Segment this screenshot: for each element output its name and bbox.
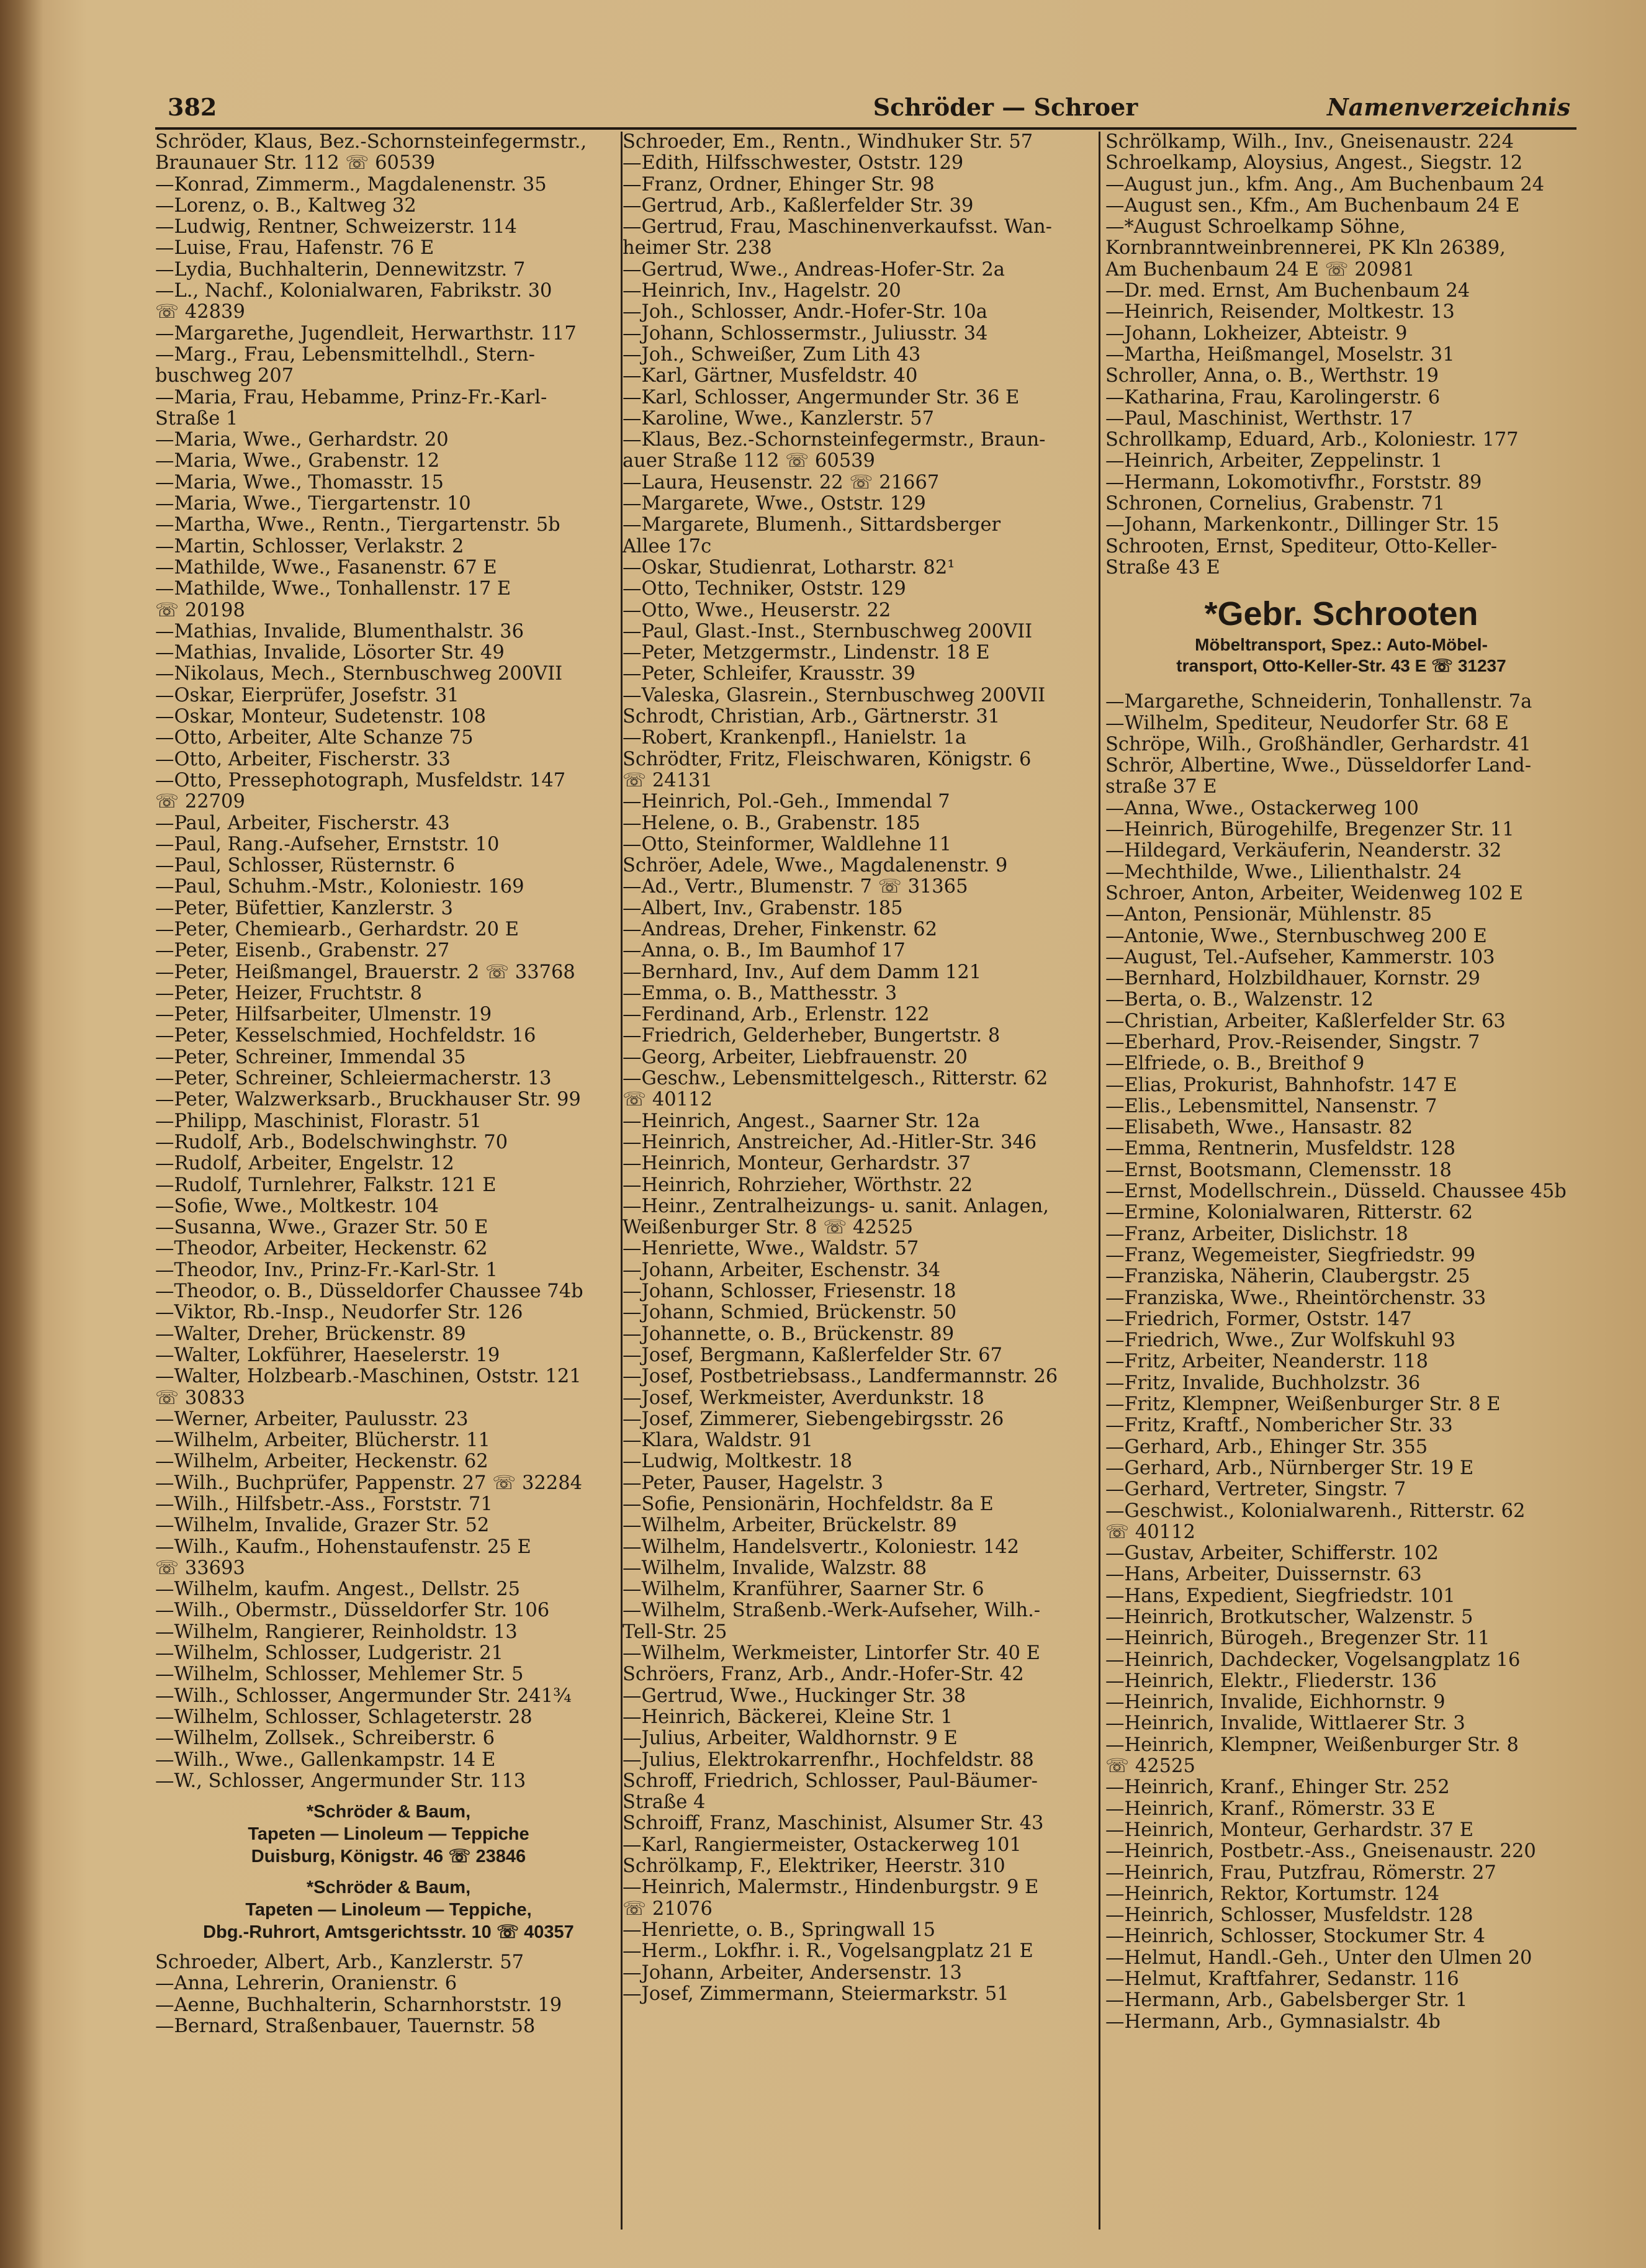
directory-entry-line: —Rudolf, Arbeiter, Engelstr. 12 xyxy=(155,1153,454,1175)
directory-entry-line: —Konrad, Zimmerm., Magdalenenstr. 35 xyxy=(155,174,547,196)
directory-entry-line: —Paul, Rang.-Aufseher, Ernststr. 10 xyxy=(155,834,500,855)
directory-entry-line: Schrör, Albertine, Wwe., Düsseldorfer Land- xyxy=(1105,755,1531,777)
directory-entry-line: —Johann, Arbeiter, Eschenstr. 34 xyxy=(623,1259,941,1281)
directory-entry-line: —Bernard, Straßenbauer, Tauernstr. 58 xyxy=(155,2016,536,2038)
ad-name: *Schröder & Baum, xyxy=(306,1878,471,1898)
directory-entry-line: —Friedrich, Gelderheber, Bungertstr. 8 xyxy=(623,1025,1001,1047)
directory-entry-line: Schröder, Klaus, Bez.-Schornsteinfegermstr., xyxy=(155,132,587,153)
directory-entry-line: —Helmut, Handl.-Geh., Unter den Ulmen 20 xyxy=(1105,1947,1532,1969)
directory-entry-line: Schroiff, Franz, Maschinist, Alsumer Str. 43 xyxy=(623,1813,1044,1835)
directory-entry-line: —Wilhelm, Straßenb.-Werk-Aufseher, Wilh.- xyxy=(623,1600,1041,1622)
directory-entry-line: —Heinrich, Rohrzieher, Wörthstr. 22 xyxy=(623,1174,973,1196)
directory-entry-line: —Josef, Zimmermann, Steiermarkstr. 51 xyxy=(623,1983,1009,2005)
directory-entry-line: —Peter, Eisenb., Grabenstr. 27 xyxy=(155,940,450,962)
directory-entry-line: —Otto, Wwe., Heuserstr. 22 xyxy=(623,600,891,621)
directory-entry-line: —Heinrich, Bürogeh., Bregenzer Str. 11 xyxy=(1105,1628,1490,1650)
directory-entry-line: Schroeder, Albert, Arb., Kanzlerstr. 57 xyxy=(155,1952,524,1974)
directory-entry-line: Schrölkamp, Wilh., Inv., Gneisenaustr. 224 xyxy=(1105,132,1514,153)
directory-entry-line: —Gertrud, Arb., Kaßlerfelder Str. 39 xyxy=(623,195,974,217)
directory-entry-line: —Fritz, Invalide, Buchholzstr. 36 xyxy=(1105,1372,1421,1394)
directory-entry-line: —Mathias, Invalide, Lösorter Str. 49 xyxy=(155,642,505,664)
directory-entry-line: Schroer, Anton, Arbeiter, Weidenweg 102 E xyxy=(1105,883,1523,904)
directory-entry-line: Braunauer Str. 112 ☏ 60539 xyxy=(155,153,436,174)
directory-entry-line: —Bernhard, Inv., Auf dem Damm 121 xyxy=(623,961,982,983)
ad-line1: Tapeten — Linoleum — Teppiche xyxy=(248,1824,529,1845)
directory-entry-line: —Heinrich, Malermstr., Hindenburgstr. 9 E xyxy=(623,1877,1039,1899)
directory-entry-line: —Heinrich, Schlosser, Stockumer Str. 4 xyxy=(1105,1926,1485,1948)
directory-entry-line: ☏ 42839 xyxy=(155,302,245,323)
directory-entry-line: —Paul, Schuhm.-Mstr., Koloniestr. 169 xyxy=(155,876,524,898)
directory-entry-line: —Margarethe, Jugendleit, Herwarthstr. 117 xyxy=(155,323,577,344)
column-3 xyxy=(1105,132,1577,2230)
directory-entry-line: —Heinrich, Frau, Putzfrau, Römerstr. 27 xyxy=(1105,1862,1496,1884)
directory-entry-line: —Fritz, Kraftf., Nombericher Str. 33 xyxy=(1105,1415,1453,1437)
section-title: Namenverzeichnis xyxy=(1326,93,1570,121)
directory-entry-line: —Heinr., Zentralheizungs- u. sanit. Anlagen, xyxy=(623,1195,1049,1217)
directory-entry-line: —Peter, Pauser, Hagelstr. 3 xyxy=(623,1472,883,1494)
directory-entry-line: —Friedrich, Former, Oststr. 147 xyxy=(1105,1308,1412,1330)
directory-entry-line: ☏ 20198 xyxy=(155,600,245,621)
directory-entry-line: —Gerhard, Arb., Nürnberger Str. 19 E xyxy=(1105,1457,1474,1479)
directory-entry-line: —August sen., Kfm., Am Buchenbaum 24 E xyxy=(1105,195,1520,217)
directory-entry-line: heimer Str. 238 xyxy=(623,238,772,259)
directory-entry-line: —Edith, Hilfsschwester, Oststr. 129 xyxy=(623,153,964,174)
directory-entry-line: —Martin, Schlosser, Verlakstr. 2 xyxy=(155,536,464,557)
directory-entry-line: —Peter, Kesselschmied, Hochfeldstr. 16 xyxy=(155,1025,536,1047)
directory-entry-line: —Maria, Wwe., Tiergartenstr. 10 xyxy=(155,493,471,515)
directory-entry-line: —Maria, Wwe., Grabenstr. 12 xyxy=(155,451,440,472)
directory-entry-line: —Martha, Heißmangel, Moselstr. 31 xyxy=(1105,344,1455,366)
page-header xyxy=(149,93,1576,130)
directory-entry-line: —Wilhelm, Arbeiter, Brückelstr. 89 xyxy=(623,1515,957,1537)
directory-entry-line: —Fritz, Klempner, Weißenburger Str. 8 E xyxy=(1105,1394,1501,1416)
directory-entry-line: —Antonie, Wwe., Sternbuschweg 200 E xyxy=(1105,925,1487,947)
directory-entry-line: —Oskar, Studienrat, Lotharstr. 82¹ xyxy=(623,557,955,578)
directory-entry-line: —Julius, Arbeiter, Waldhornstr. 9 E xyxy=(623,1728,958,1750)
directory-entry-line: Weißenburger Str. 8 ☏ 42525 xyxy=(623,1217,914,1239)
directory-entry-line: —Wilh., Hilfsbetr.-Ass., Forststr. 71 xyxy=(155,1494,493,1515)
directory-entry-line: —Wilhelm, Schlosser, Schlageterstr. 28 xyxy=(155,1706,533,1728)
directory-entry-line: —Heinrich, Arbeiter, Zeppelinstr. 1 xyxy=(1105,451,1443,472)
directory-entry-line: —Heinrich, Klempner, Weißenburger Str. 8 xyxy=(1105,1734,1519,1756)
directory-entry-line: Am Buchenbaum 24 E ☏ 20981 xyxy=(1105,259,1415,281)
directory-entry-line: —Wilhelm, Schlosser, Mehlemer Str. 5 xyxy=(155,1664,524,1686)
directory-entry-line: —Wilh., Schlosser, Angermunder Str. 241¾ xyxy=(155,1685,572,1707)
directory-entry-line: —Luise, Frau, Hafenstr. 76 E xyxy=(155,238,434,259)
directory-entry-line: —Franziska, Näherin, Claubergstr. 25 xyxy=(1105,1266,1470,1288)
directory-entry-line: ☏ 21076 xyxy=(623,1898,713,1920)
directory-entry-line: —Heinrich, Bürogehilfe, Bregenzer Str. 11 xyxy=(1105,819,1514,841)
directory-entry-line: Schröer, Adele, Wwe., Magdalenenstr. 9 xyxy=(623,855,1008,877)
directory-entry-line: —Franz, Arbeiter, Dislichstr. 18 xyxy=(1105,1223,1408,1245)
directory-entry-line: —Rudolf, Arb., Bodelschwinghstr. 70 xyxy=(155,1132,508,1153)
directory-entry-line: —Heinrich, Monteur, Gerhardstr. 37 xyxy=(623,1153,971,1175)
directory-entry-line: —Elis., Lebensmittel, Nansenstr. 7 xyxy=(1105,1096,1437,1117)
directory-entry-line: —Friedrich, Wwe., Zur Wolfskuhl 93 xyxy=(1105,1330,1456,1352)
directory-entry-line: —Henriette, Wwe., Waldstr. 57 xyxy=(623,1238,919,1260)
directory-entry-line: —Peter, Chemiearb., Gerhardstr. 20 E xyxy=(155,919,519,940)
header-rule xyxy=(155,127,1576,130)
directory-entry-line: auer Straße 112 ☏ 60539 xyxy=(623,451,875,472)
directory-entry-line: —Peter, Schleifer, Krausstr. 39 xyxy=(623,664,915,685)
directory-entry-line: —Laura, Heusenstr. 22 ☏ 21667 xyxy=(623,472,940,493)
directory-entry-line: —Ludwig, Moltkestr. 18 xyxy=(623,1451,853,1473)
directory-entry-line: —Theodor, o. B., Düsseldorfer Chaussee 74b xyxy=(155,1281,583,1303)
directory-entry-line: —Heinrich, Invalide, Wittlaerer Str. 3 xyxy=(1105,1713,1465,1735)
directory-entry-line: —Nikolaus, Mech., Sternbuschweg 200VII xyxy=(155,664,563,685)
directory-entry-line: —Gertrud, Wwe., Andreas-Hofer-Str. 2a xyxy=(623,259,1005,281)
directory-entry-line: Schrollkamp, Eduard, Arb., Koloniestr. 177 xyxy=(1105,430,1519,451)
directory-entry-line: Allee 17c xyxy=(623,536,712,557)
directory-entry-line: —Wilh., Obermstr., Düsseldorfer Str. 106 xyxy=(155,1600,550,1622)
directory-entry-line: —Herm., Lokfhr. i. R., Vogelsangplatz 21 E xyxy=(623,1941,1033,1963)
directory-entry-line: —Heinrich, Reisender, Moltkestr. 13 xyxy=(1105,302,1455,323)
directory-entry-line: —Werner, Arbeiter, Paulusstr. 23 xyxy=(155,1408,469,1430)
directory-entry-line: —Heinrich, Kranf., Römerstr. 33 E xyxy=(1105,1798,1436,1820)
directory-entry-line: —Emma, o. B., Matthesstr. 3 xyxy=(623,983,897,1004)
directory-entry-line: —Anna, Wwe., Ostackerweg 100 xyxy=(1105,798,1419,819)
directory-entry-line: —Georg, Arbeiter, Liebfrauenstr. 20 xyxy=(623,1046,968,1068)
directory-entry-line: ☏ 40112 xyxy=(1105,1521,1195,1543)
directory-entry-line: —Helene, o. B., Grabenstr. 185 xyxy=(623,812,920,834)
advertisement xyxy=(155,1801,622,1868)
directory-entry-line: Schroller, Anna, o. B., Werthstr. 19 xyxy=(1105,366,1439,387)
directory-entry-line: ☏ 33693 xyxy=(155,1557,245,1579)
directory-entry-line: —Hildegard, Verkäuferin, Neanderstr. 32 xyxy=(1105,840,1502,862)
directory-entry-line: Schrodt, Christian, Arb., Gärtnerstr. 31 xyxy=(623,706,1001,728)
directory-entry-line: —Anton, Pensionär, Mühlenstr. 85 xyxy=(1105,904,1432,926)
directory-entry-line: —Ernst, Modellschrein., Düsseld. Chaussee 45b xyxy=(1105,1181,1567,1203)
directory-entry-line: —Elisabeth, Wwe., Hansastr. 82 xyxy=(1105,1117,1413,1139)
directory-entry-line: —Mathilde, Wwe., Tonhallenstr. 17 E xyxy=(155,578,511,600)
column-1 xyxy=(155,132,622,2230)
directory-entry-line: —Wilh., Buchprüfer, Pappenstr. 27 ☏ 32284 xyxy=(155,1472,583,1494)
directory-entry-line: —Franz, Ordner, Ehinger Str. 98 xyxy=(623,174,935,196)
directory-entry-line: —Ad., Vertr., Blumenstr. 7 ☏ 31365 xyxy=(623,876,968,898)
directory-entry-line: —Susanna, Wwe., Grazer Str. 50 E xyxy=(155,1217,488,1239)
ad-line2: transport, Otto-Keller-Str. 43 E ☏ 31237 xyxy=(1176,656,1506,676)
directory-entry-line: —Johann, Schmied, Brückenstr. 50 xyxy=(623,1302,957,1324)
directory-entry-line: —Gustav, Arbeiter, Schifferstr. 102 xyxy=(1105,1543,1439,1565)
directory-entry-line: —Mathias, Invalide, Blumenthalstr. 36 xyxy=(155,621,524,642)
directory-entry-line: —Geschw., Lebensmittelgesch., Ritterstr. 62 xyxy=(623,1068,1048,1090)
directory-entry-line: —Karl, Schlosser, Angermunder Str. 36 E xyxy=(623,387,1020,408)
directory-entry-line: —Hans, Expedient, Siegfriedstr. 101 xyxy=(1105,1585,1455,1607)
directory-entry-line: —Margarethe, Schneiderin, Tonhallenstr. 7a xyxy=(1105,691,1532,713)
directory-entry-line: Schröpe, Wilh., Großhändler, Gerhardstr. 41 xyxy=(1105,734,1531,755)
directory-entry-line: —Karl, Rangiermeister, Ostackerweg 101 xyxy=(623,1834,1022,1856)
directory-entry-line: —Fritz, Arbeiter, Neanderstr. 118 xyxy=(1105,1351,1429,1373)
directory-entry-line: —Wilhelm, Spediteur, Neudorfer Str. 68 E xyxy=(1105,713,1509,734)
directory-entry-line: —Heinrich, Pol.-Geh., Immendal 7 xyxy=(623,791,950,813)
directory-entry-line: Schroelkamp, Aloysius, Angest., Siegstr. 12 xyxy=(1105,153,1523,174)
directory-entry-line: —Johann, Lokheizer, Abteistr. 9 xyxy=(1105,323,1408,344)
directory-entry-line: —Heinrich, Elektr., Fliederstr. 136 xyxy=(1105,1670,1437,1692)
directory-entry-line: —Karoline, Wwe., Kanzlerstr. 57 xyxy=(623,408,934,430)
directory-entry-line: —Ferdinand, Arb., Erlenstr. 122 xyxy=(623,1004,930,1026)
directory-entry-line: Schröers, Franz, Arb., Andr.-Hofer-Str. 42 xyxy=(623,1664,1024,1686)
directory-entry-line: —Maria, Wwe., Gerhardstr. 20 xyxy=(155,430,449,451)
directory-entry-line: —Wilhelm, Arbeiter, Heckenstr. 62 xyxy=(155,1451,488,1473)
directory-entry-line: —Margarete, Blumenh., Sittardsberger xyxy=(623,515,1001,536)
directory-entry-line: —*August Schroelkamp Söhne, xyxy=(1105,217,1406,238)
directory-entry-line: —Peter, Schreiner, Immendal 35 xyxy=(155,1046,466,1068)
directory-entry-line: —Peter, Büfettier, Kanzlerstr. 3 xyxy=(155,898,453,919)
directory-entry-line: straße 37 E xyxy=(1105,776,1217,798)
directory-entry-line: —Joh., Schweißer, Zum Lith 43 xyxy=(623,344,921,366)
directory-entry-line: Straße 43 E xyxy=(1105,557,1220,578)
directory-entry-line: —Klaus, Bez.-Schornsteinfegermstr., Braun- xyxy=(623,430,1046,451)
directory-entry-line: —Robert, Krankenpfl., Hanielstr. 1a xyxy=(623,727,967,749)
directory-entry-line: —Otto, Arbeiter, Fischerstr. 33 xyxy=(155,749,451,770)
directory-entry-line: —Wilh., Kaufm., Hohenstaufenstr. 25 E xyxy=(155,1536,531,1558)
directory-entry-line: —Heinrich, Anstreicher, Ad.-Hitler-Str. 346 xyxy=(623,1132,1037,1153)
directory-entry-line: —Joh., Schlosser, Andr.-Hofer-Str. 10a xyxy=(623,302,987,323)
directory-entry-line: —Josef, Werkmeister, Averdunkstr. 18 xyxy=(623,1387,984,1409)
directory-entry-line: —Theodor, Arbeiter, Heckenstr. 62 xyxy=(155,1238,488,1260)
directory-entry-line: —Peter, Hilfsarbeiter, Ulmenstr. 19 xyxy=(155,1004,492,1026)
running-title: Schröder — Schroer xyxy=(873,93,1138,121)
directory-entry-line: —Otto, Arbeiter, Alte Schanze 75 xyxy=(155,727,474,749)
directory-entry-line: —Ernst, Bootsmann, Clemensstr. 18 xyxy=(1105,1159,1452,1181)
directory-entry-line: —Emma, Rentnerin, Musfeldstr. 128 xyxy=(1105,1138,1456,1160)
directory-entry-line: —Marg., Frau, Lebensmittelhdl., Stern- xyxy=(155,344,535,366)
directory-entry-line: Tell-Str. 25 xyxy=(623,1621,727,1643)
column-divider xyxy=(1099,132,1100,2230)
directory-entry-line: —Wilhelm, Zollsek., Schreiberstr. 6 xyxy=(155,1728,495,1750)
advertisement xyxy=(1105,593,1577,677)
directory-entry-line: —August, Tel.-Aufseher, Kammerstr. 103 xyxy=(1105,947,1495,968)
directory-entry-line: —Hermann, Arb., Gabelsberger Str. 1 xyxy=(1105,1990,1468,2012)
directory-entry-line: ☏ 24131 xyxy=(623,770,713,791)
directory-entry-line: —Aenne, Buchhalterin, Scharnhorststr. 19 xyxy=(155,1994,562,2016)
directory-entry-line: —Otto, Pressephotograph, Musfeldstr. 147 xyxy=(155,770,566,791)
directory-entry-line: Schrooten, Ernst, Spediteur, Otto-Keller- xyxy=(1105,536,1498,557)
directory-entry-line: —Heinrich, Dachdecker, Vogelsangplatz 16 xyxy=(1105,1649,1521,1671)
directory-entry-line: —Sofie, Pensionärin, Hochfeldstr. 8a E xyxy=(623,1494,994,1515)
directory-entry-line: —Martha, Wwe., Rentn., Tiergartenstr. 5b xyxy=(155,515,560,536)
directory-entry-line: —Hermann, Arb., Gymnasialstr. 4b xyxy=(1105,2011,1441,2033)
directory-entry-line: —Anna, o. B., Im Baumhof 17 xyxy=(623,940,906,962)
directory-entry-line: —Franz, Wegemeister, Siegfriedstr. 99 xyxy=(1105,1244,1476,1266)
directory-entry-line: —Wilhelm, Arbeiter, Blücherstr. 11 xyxy=(155,1430,490,1452)
directory-entry-line: —Wilhelm, kaufm. Angest., Dellstr. 25 xyxy=(155,1579,521,1601)
directory-entry-line: —Heinrich, Invalide, Eichhornstr. 9 xyxy=(1105,1692,1446,1714)
directory-entry-line: —Johann, Schlosser, Friesenstr. 18 xyxy=(623,1281,956,1303)
directory-entry-line: —Dr. med. Ernst, Am Buchenbaum 24 xyxy=(1105,281,1470,302)
directory-entry-line: —Otto, Techniker, Oststr. 129 xyxy=(623,578,906,600)
column-2 xyxy=(623,132,1089,2230)
directory-entry-line: ☏ 30833 xyxy=(155,1387,245,1409)
directory-entry-line: —Peter, Walzwerksarb., Bruckhauser Str. 99 xyxy=(155,1089,581,1111)
directory-entry-line: —Wilhelm, Werkmeister, Lintorfer Str. 40 E xyxy=(623,1643,1040,1665)
directory-entry-line: —Hermann, Lokomotivfhr., Forststr. 89 xyxy=(1105,472,1482,493)
directory-entry-line: —W., Schlosser, Angermunder Str. 113 xyxy=(155,1770,526,1792)
directory-entry-line: —Peter, Metzgermstr., Lindenstr. 18 E xyxy=(623,642,990,664)
directory-entry-line: —Ermine, Kolonialwaren, Ritterstr. 62 xyxy=(1105,1202,1473,1224)
directory-entry-line: —Katharina, Frau, Karolingerstr. 6 xyxy=(1105,387,1441,408)
directory-entry-line: —Walter, Holzbearb.-Maschinen, Oststr. 121 xyxy=(155,1366,582,1388)
directory-entry-line: —Josef, Zimmerer, Siebengebirgsstr. 26 xyxy=(623,1408,1004,1430)
directory-entry-line: —Andreas, Dreher, Finkenstr. 62 xyxy=(623,919,938,940)
directory-entry-line: —Lorenz, o. B., Kaltweg 32 xyxy=(155,195,416,217)
directory-entry-line: —Gerhard, Vertreter, Singstr. 7 xyxy=(1105,1479,1406,1501)
ad-line1: Tapeten — Linoleum — Teppiche, xyxy=(245,1900,532,1920)
directory-entry-line: —Margarete, Wwe., Oststr. 129 xyxy=(623,493,926,515)
directory-entry-line: —Bernhard, Holzbildhauer, Kornstr. 29 xyxy=(1105,968,1480,990)
directory-entry-line: Schronen, Cornelius, Grabenstr. 71 xyxy=(1105,493,1446,515)
directory-entry-line: —Gerhard, Arb., Ehinger Str. 355 xyxy=(1105,1436,1428,1458)
directory-entry-line: —Heinrich, Inv., Hagelstr. 20 xyxy=(623,281,901,302)
directory-entry-line: —Peter, Schreiner, Schleiermacherstr. 13 xyxy=(155,1068,552,1090)
ad-name: *Schröder & Baum, xyxy=(306,1802,471,1822)
directory-entry-line: —Walter, Dreher, Brückenstr. 89 xyxy=(155,1323,466,1345)
directory-entry-line: —Elfriede, o. B., Breithof 9 xyxy=(1105,1053,1365,1075)
directory-entry-line: —Peter, Heizer, Fruchtstr. 8 xyxy=(155,983,423,1004)
directory-entry-line: —Oskar, Monteur, Sudetenstr. 108 xyxy=(155,706,487,728)
directory-entry-line: ☏ 42525 xyxy=(1105,1756,1195,1778)
directory-entry-line: —Julius, Elektrokarrenfhr., Hochfeldstr. 88 xyxy=(623,1749,1034,1771)
directory-entry-line: —Gertrud, Wwe., Huckinger Str. 38 xyxy=(623,1685,966,1707)
ad-line1: Möbeltransport, Spez.: Auto-Möbel- xyxy=(1195,635,1488,655)
ad-line2: Duisburg, Königstr. 46 ☏ 23846 xyxy=(251,1847,526,1867)
directory-entry-line: —Wilhelm, Invalide, Walzstr. 88 xyxy=(623,1557,927,1579)
directory-entry-line: —Heinrich, Monteur, Gerhardstr. 37 E xyxy=(1105,1819,1474,1841)
directory-entry-line: Schroff, Friedrich, Schlosser, Paul-Bäumer- xyxy=(623,1770,1038,1792)
directory-entry-line: —Valeska, Glasrein., Sternbuschweg 200VII xyxy=(623,685,1046,706)
directory-entry-line: ☏ 22709 xyxy=(155,791,245,813)
directory-entry-line: —Otto, Steinformer, Waldlehne 11 xyxy=(623,834,951,855)
directory-entry-line: —Wilhelm, Handelsvertr., Koloniestr. 142 xyxy=(623,1536,1020,1558)
directory-entry-line: —Elias, Prokurist, Bahnhofstr. 147 E xyxy=(1105,1074,1457,1096)
directory-entry-line: —Rudolf, Turnlehrer, Falkstr. 121 E xyxy=(155,1174,497,1196)
directory-entry-line: —Josef, Postbetriebsass., Landfermannstr. 26 xyxy=(623,1366,1058,1388)
directory-entry-line: —Johann, Arbeiter, Andersenstr. 13 xyxy=(623,1962,962,1984)
directory-entry-line: —Maria, Frau, Hebamme, Prinz-Fr.-Karl- xyxy=(155,387,547,408)
directory-entry-line: buschweg 207 xyxy=(155,366,294,387)
advertisement xyxy=(155,1876,622,1943)
directory-entry-line: —Paul, Glast.-Inst., Sternbuschweg 200VII xyxy=(623,621,1033,642)
directory-entry-line: —Anna, Lehrerin, Oranienstr. 6 xyxy=(155,1973,457,1995)
directory-entry-line: —Johannette, o. B., Brückenstr. 89 xyxy=(623,1323,955,1345)
directory-entry-line: —Christian, Arbeiter, Kaßlerfelder Str. 63 xyxy=(1105,1010,1506,1032)
directory-entry-line: —Maria, Wwe., Thomasstr. 15 xyxy=(155,472,444,493)
directory-entry-line: —Wilhelm, Kranführer, Saarner Str. 6 xyxy=(623,1579,984,1601)
directory-entry-line: —Johann, Schlossermstr., Juliusstr. 34 xyxy=(623,323,988,344)
directory-entry-line: ☏ 40112 xyxy=(623,1089,713,1111)
directory-entry-line: —Wilhelm, Schlosser, Ludgeristr. 21 xyxy=(155,1643,503,1665)
directory-entry-line: Kornbranntweinbrennerei, PK Kln 26389, xyxy=(1105,238,1506,259)
directory-entry-line: —L., Nachf., Kolonialwaren, Fabrikstr. 30 xyxy=(155,281,552,302)
directory-entry-line: —Paul, Maschinist, Werthstr. 17 xyxy=(1105,408,1413,430)
directory-entry-line: —Philipp, Maschinist, Florastr. 51 xyxy=(155,1110,482,1132)
directory-entry-line: —Wilhelm, Rangierer, Reinholdstr. 13 xyxy=(155,1621,518,1643)
directory-entry-line: —Paul, Arbeiter, Fischerstr. 43 xyxy=(155,812,450,834)
directory-entry-line: —Lydia, Buchhalterin, Dennewitzstr. 7 xyxy=(155,259,526,281)
directory-entry-line: Schrölkamp, F., Elektriker, Heerstr. 310 xyxy=(623,1856,1005,1878)
directory-entry-line: —Wilhelm, Invalide, Grazer Str. 52 xyxy=(155,1515,490,1537)
directory-entry-line: —Heinrich, Postbetr.-Ass., Gneisenaustr. 220 xyxy=(1105,1841,1536,1863)
directory-entry-line: —Wilh., Wwe., Gallenkampstr. 14 E xyxy=(155,1749,496,1771)
page-number: 382 xyxy=(168,93,217,121)
directory-entry-line: —Walter, Lokführer, Haeselerstr. 19 xyxy=(155,1344,500,1366)
directory-entry-line: —August jun., kfm. Ang., Am Buchenbaum 24 xyxy=(1105,174,1545,196)
directory-entry-line: Straße 1 xyxy=(155,408,238,430)
directory-entry-line: —Franziska, Wwe., Rheintörchenstr. 33 xyxy=(1105,1287,1486,1309)
directory-entry-line: —Peter, Heißmangel, Brauerstr. 2 ☏ 33768 xyxy=(155,961,575,983)
directory-entry-line: —Heinrich, Brotkutscher, Walzenstr. 5 xyxy=(1105,1607,1473,1628)
directory-entry-line: —Hans, Arbeiter, Duissernstr. 63 xyxy=(1105,1564,1422,1586)
directory-entry-line: —Mechthilde, Wwe., Lilienthalstr. 24 xyxy=(1105,862,1462,883)
directory-entry-line: —Johann, Markenkontr., Dillinger Str. 15 xyxy=(1105,515,1500,536)
directory-entry-line: —Berta, o. B., Walzenstr. 12 xyxy=(1105,989,1374,1011)
directory-entry-line: —Klara, Waldstr. 91 xyxy=(623,1430,813,1452)
directory-entry-line: —Ludwig, Rentner, Schweizerstr. 114 xyxy=(155,217,517,238)
directory-entry-line: —Theodor, Inv., Prinz-Fr.-Karl-Str. 1 xyxy=(155,1259,498,1281)
directory-entry-line: Straße 4 xyxy=(623,1792,706,1814)
directory-entry-line: —Karl, Gärtner, Musfeldstr. 40 xyxy=(623,366,918,387)
directory-entry-line: —Paul, Schlosser, Rüsternstr. 6 xyxy=(155,855,456,877)
directory-entry-line: —Heinrich, Kranf., Ehinger Str. 252 xyxy=(1105,1777,1450,1799)
directory-entry-line: —Oskar, Eierprüfer, Josefstr. 31 xyxy=(155,685,459,706)
directory-entry-line: Schrödter, Fritz, Fleischwaren, Königstr. 6 xyxy=(623,749,1032,770)
directory-entry-line: —Geschwist., Kolonialwarenh., Ritterstr. 62 xyxy=(1105,1500,1526,1522)
directory-entry-line: —Heinrich, Bäckerei, Kleine Str. 1 xyxy=(623,1706,953,1728)
directory-entry-line: —Henriette, o. B., Springwall 15 xyxy=(623,1919,936,1941)
ad-name: *Gebr. Schrooten xyxy=(1204,595,1478,633)
directory-entry-line: Schroeder, Em., Rentn., Windhuker Str. 57 xyxy=(623,132,1033,153)
ad-line2: Dbg.-Ruhrort, Amtsgerichtsstr. 10 ☏ 40357 xyxy=(203,1922,574,1943)
directory-entry-line: —Eberhard, Prov.-Reisender, Singstr. 7 xyxy=(1105,1032,1480,1053)
directory-entry-line: —Heinrich, Schlosser, Musfeldstr. 128 xyxy=(1105,1905,1473,1927)
directory-entry-line: —Gertrud, Frau, Maschinenverkaufsst. Wan- xyxy=(623,217,1052,238)
directory-entry-line: —Josef, Bergmann, Kaßlerfelder Str. 67 xyxy=(623,1344,1002,1366)
directory-entry-line: —Sofie, Wwe., Moltkestr. 104 xyxy=(155,1195,439,1217)
directory-entry-line: —Heinrich, Angest., Saarner Str. 12a xyxy=(623,1110,980,1132)
directory-entry-line: —Helmut, Kraftfahrer, Sedanstr. 116 xyxy=(1105,1969,1459,1991)
directory-entry-line: —Heinrich, Rektor, Kortumstr. 124 xyxy=(1105,1883,1440,1905)
directory-entry-line: —Viktor, Rb.-Insp., Neudorfer Str. 126 xyxy=(155,1302,523,1324)
directory-entry-line: —Albert, Inv., Grabenstr. 185 xyxy=(623,898,903,919)
directory-entry-line: —Mathilde, Wwe., Fasanenstr. 67 E xyxy=(155,557,497,578)
